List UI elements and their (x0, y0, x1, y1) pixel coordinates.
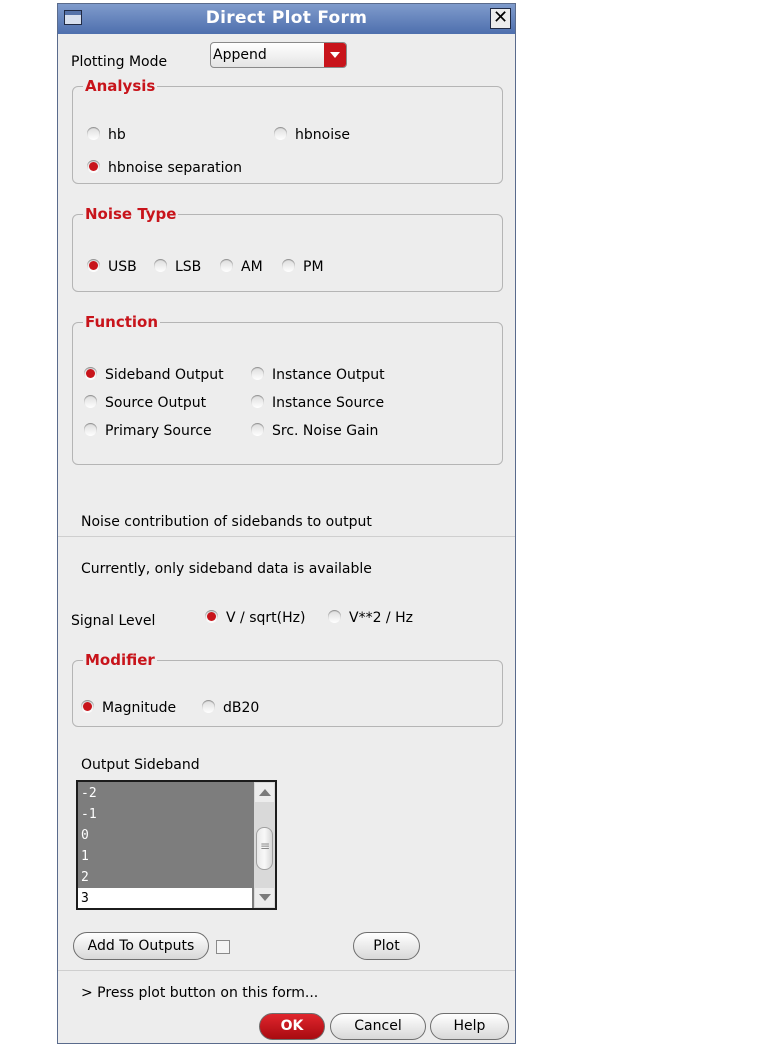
radio-label: USB (108, 259, 137, 275)
output-sideband-listbox[interactable] (76, 780, 277, 910)
radio-label: Src. Noise Gain (272, 423, 379, 439)
plot-button[interactable]: Plot (353, 932, 420, 960)
radio-label: hb (108, 127, 126, 143)
plotting-mode-value: Append (213, 47, 267, 63)
radio-label: Sideband Output (105, 367, 224, 383)
radio-label: Magnitude (102, 700, 177, 716)
radio-modifier-magnitude[interactable] (81, 700, 176, 716)
radio-indicator (251, 423, 264, 436)
list-item[interactable]: -1 (81, 807, 97, 822)
plotting-mode-dropdown[interactable] (210, 42, 347, 68)
list-item[interactable]: 1 (81, 849, 89, 864)
modifier-group-title: Modifier (85, 651, 155, 669)
analysis-group-title: Analysis (85, 77, 156, 95)
radio-indicator (87, 160, 100, 173)
plotting-mode-label: Plotting Mode (71, 54, 168, 70)
radio-label: V**2 / Hz (349, 610, 413, 626)
divider (58, 970, 515, 971)
signal-level-label: Signal Level (71, 613, 156, 629)
radio-label: Instance Output (272, 367, 385, 383)
radio-analysis-hb[interactable] (87, 127, 126, 143)
radio-indicator (81, 700, 94, 713)
help-button[interactable]: Help (430, 1013, 509, 1040)
radio-signal-v-sqrt-hz[interactable] (205, 610, 305, 626)
radio-label: LSB (175, 259, 202, 275)
listbox-scrollbar[interactable] (254, 782, 275, 908)
radio-indicator (205, 610, 218, 623)
list-item[interactable]: -2 (81, 786, 97, 801)
radio-label: hbnoise separation (108, 160, 242, 176)
chevron-down-icon[interactable] (324, 43, 346, 67)
radio-function-primary-source[interactable] (84, 423, 212, 439)
cancel-button[interactable]: Cancel (330, 1013, 426, 1040)
radio-label: AM (241, 259, 263, 275)
ok-button[interactable]: OK (259, 1013, 325, 1040)
noise-contribution-description: Noise contribution of sidebands to output (81, 514, 372, 530)
radio-indicator (84, 367, 97, 380)
analysis-group (72, 77, 503, 184)
radio-function-sideband-output[interactable] (84, 367, 224, 383)
close-icon[interactable]: ✕ (490, 8, 511, 29)
function-group-title: Function (85, 313, 159, 331)
radio-label: dB20 (223, 700, 260, 716)
radio-indicator (282, 259, 295, 272)
radio-function-instance-output[interactable] (251, 367, 385, 383)
radio-indicator (251, 367, 264, 380)
divider (58, 536, 515, 537)
radio-label: V / sqrt(Hz) (226, 610, 306, 626)
scroll-up-icon[interactable] (255, 783, 274, 802)
radio-indicator (202, 700, 215, 713)
radio-noise-pm[interactable] (282, 259, 324, 275)
output-sideband-label: Output Sideband (81, 757, 200, 773)
radio-analysis-hbnoise-separation[interactable] (87, 160, 242, 176)
list-item[interactable]: 0 (81, 828, 89, 843)
radio-function-source-output[interactable] (84, 395, 206, 411)
radio-label: Primary Source (105, 423, 212, 439)
availability-description: Currently, only sideband data is available (81, 561, 372, 577)
radio-indicator (87, 259, 100, 272)
radio-indicator (84, 395, 97, 408)
add-to-outputs-checkbox[interactable] (216, 940, 230, 954)
radio-indicator (154, 259, 167, 272)
add-to-outputs-button[interactable]: Add To Outputs (73, 932, 209, 960)
radio-noise-usb[interactable] (87, 259, 137, 275)
radio-indicator (274, 127, 287, 140)
noise-type-group-title: Noise Type (85, 205, 177, 223)
function-group (72, 313, 503, 465)
window-title: Direct Plot Form (205, 8, 368, 28)
scrollbar-thumb[interactable] (256, 827, 273, 870)
list-item[interactable]: 2 (81, 870, 89, 885)
modifier-group (72, 651, 503, 727)
radio-label: hbnoise (295, 127, 350, 143)
radio-analysis-hbnoise[interactable] (274, 127, 350, 143)
list-item-selected[interactable]: 3 (78, 888, 252, 909)
radio-function-src-noise-gain[interactable] (251, 423, 378, 439)
radio-signal-v2-hz[interactable] (328, 610, 413, 626)
radio-noise-am[interactable] (220, 259, 263, 275)
radio-indicator (251, 395, 264, 408)
radio-modifier-db20[interactable] (202, 700, 259, 716)
radio-label: PM (303, 259, 324, 275)
status-message: > Press plot button on this form... (81, 985, 319, 1001)
direct-plot-form-window (57, 3, 516, 1044)
title-bar[interactable] (58, 4, 515, 34)
radio-label: Instance Source (272, 395, 385, 411)
scroll-down-icon[interactable] (255, 888, 274, 907)
radio-indicator (328, 610, 341, 623)
noise-type-group (72, 205, 503, 292)
radio-indicator (84, 423, 97, 436)
radio-indicator (220, 259, 233, 272)
radio-indicator (87, 127, 100, 140)
radio-noise-lsb[interactable] (154, 259, 201, 275)
radio-label: Source Output (105, 395, 207, 411)
radio-function-instance-source[interactable] (251, 395, 384, 411)
